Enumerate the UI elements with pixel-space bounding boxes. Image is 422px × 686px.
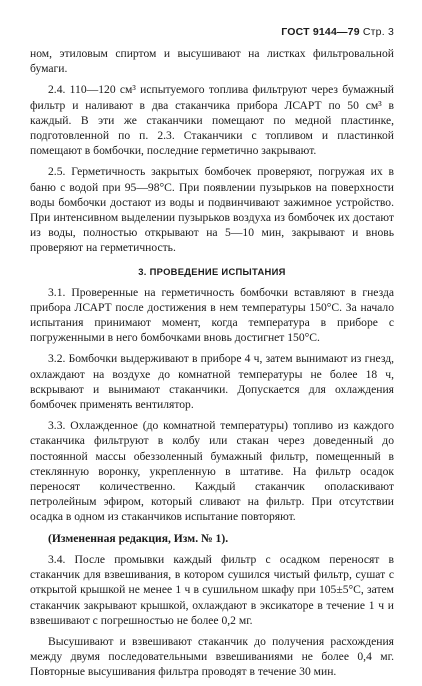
- standard-number: ГОСТ 9144—79: [281, 26, 360, 38]
- section-heading: 3. ПРОВЕДЕНИЕ ИСПЫТАНИЯ: [138, 265, 286, 277]
- paragraph-3-4: 3.4. После промывки каждый фильтр с осадком переносят в стаканчик для взвешивания, в котором сушился чистый фильтр, сушат с открытой крышкой не менее 1 ч в сушильном шкафу при 105±5°С, затем стаканчик закрывают крышкой, охлаждают в эксикаторе в течение 1 ч и взвешивают с погрешностью не более 0,2 мг.: [30, 552, 394, 627]
- paragraph-3-2: 3.2. Бомбочки выдерживают в приборе 4 ч, затем вынимают из гнезд, охлаждают на воздухе до комнатной температуры не более 18 ч, вскрывают и вынимают стаканчики. Допускается для охлаждения бомбочек применять вентилятор.: [30, 352, 394, 412]
- paragraph-2-4: 2.4. 110—120 см³ испытуемого топлива фильтруют через бумажный фильтр и наливают в два стаканчика прибора ЛСАРТ по 50 см³ в каждый. В эти же стаканчики помещают по медной пластинке, подготовленной по п. 2.3. Стаканчики с топливом и пластинкой помещают в бомбочки, последние герметично закрывают.: [30, 83, 394, 158]
- paragraph-2-5: 2.5. Герметичность закрытых бомбочек проверяют, погружая их в баню с водой при 95—98°С. При появлении пузырьков на поверхности воды бомбочки достают из воды и подвинчивают зажимное устройство. При интенсивном выделении пузырьков воздуха из бомбочек их достают из воды, полностью открывают на 5—10 мин, закрывают и вновь проверяют на герметичность.: [30, 165, 394, 255]
- paragraph-continuation: ном, этиловым спиртом и высушивают на листках фильтровальной бумаги.: [30, 47, 394, 76]
- paragraph-3-1: 3.1. Проверенные на герметичность бомбочки вставляют в гнезда прибора ЛСАРТ после достижения в нем температуры 150°С. За начало испытания принимают момент, когда температура в приборе с погруженными в него бомбочками вновь достигнет 150°С.: [30, 285, 394, 345]
- revision-note: (Измененная редакция, Изм. № 1).: [48, 531, 229, 545]
- document-page: [30, 26, 394, 686]
- paragraph-final: Высушивают и взвешивают стаканчик до получения расхождения между двумя последовательными взвешиваниями не более 0,4 мг. Повторные высушивания фильтра проводят в течение 30 мин.: [30, 634, 394, 679]
- paragraph-3-3: 3.3. Охлажденное (до комнатной температуры) топливо из каждого стаканчика фильтруют в колбу или стакан через доведенный до постоянной массы обеззоленный бумажный фильтр, помещенный в стеклянную воронку, укрепленную в штативе. На фильтр осадок переносят количественно. Каждый стаканчик ополаскивают петролейным эфиром, который сливают на фильтр. При отсутствии осадка в одном из стаканчиков испытание повторяют.: [30, 419, 394, 524]
- page-header: [30, 26, 394, 38]
- page-number: Стр. 3: [362, 26, 394, 38]
